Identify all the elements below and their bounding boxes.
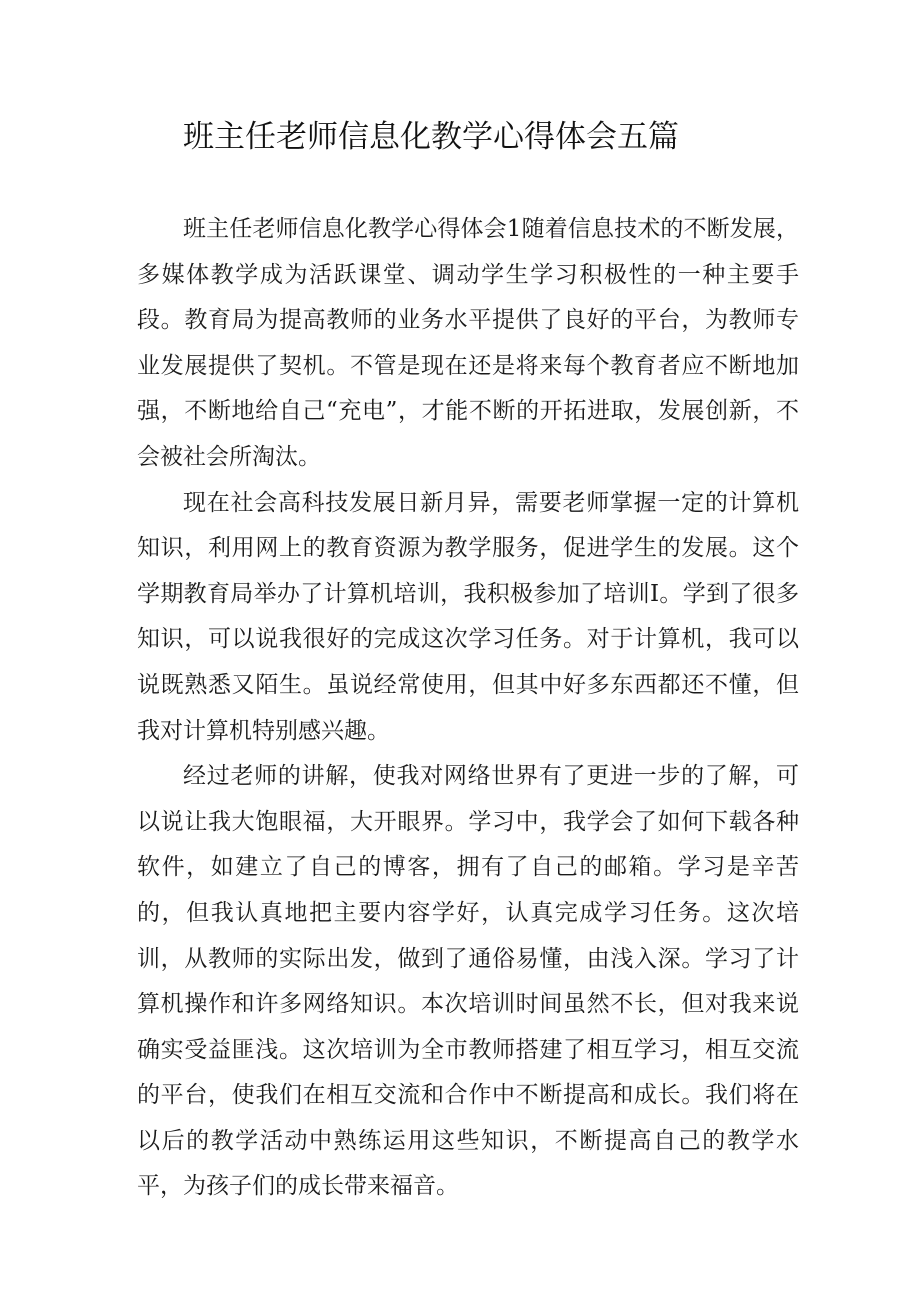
paragraph-1: 班主任老师信息化教学心得体会1随着信息技术的不断发展，多媒体教学成为活跃课堂、调动学生学习积极性的一种主要手段。教育局为提高教师的业务水平提供了良好的平台，为教师专业发展提供了契机。不管是现在还是将来每个教育者应不断地加强，不断地给自己“充电”，才能不断的开拓进取，发展创新，不会被社会所淘汰。 xyxy=(137,216,799,470)
paragraph-3: 经过老师的讲解，使我对网络世界有了更进一步的了解，可以说让我大饱眼福，大开眼界。学习中，我学会了如何下载各种软件，如建立了自己的博客，拥有了自己的邮箱。学习是辛苦的，但我认真地把主要内容学好，认真完成学习任务。这次培训，从教师的实际出发，做到了通俗易懂，由浅入深。学习了计算机操作和许多网络知识。本次培训时间虽然不长，但对我来说确实受益匪浅。这次培训为全市教师搭建了相互学习，相互交流的平台，使我们在相互交流和合作中不断提高和成长。我们将在以后的教学活动中熟练运用这些知识，不断提高自己的教学水平，为孩子们的成长带来福音。 xyxy=(137,763,799,1200)
document-body xyxy=(137,207,799,1210)
paragraph-2: 现在社会高科技发展日新月异，需要老师掌握一定的计算机知识，利用网上的教育资源为教学服务，促进学生的发展。这个学期教育局举办了计算机培训，我积极参加了培训I。学到了很多知识，可以说我很好的完成这次学习任务。对于计算机，我可以说既熟悉又陌生。虽说经常使用，但其中好多东西都还不懂，但我对计算机特别感兴趣。 xyxy=(137,489,799,744)
document-title: 班主任老师信息化教学心得体会五篇 xyxy=(183,119,679,155)
